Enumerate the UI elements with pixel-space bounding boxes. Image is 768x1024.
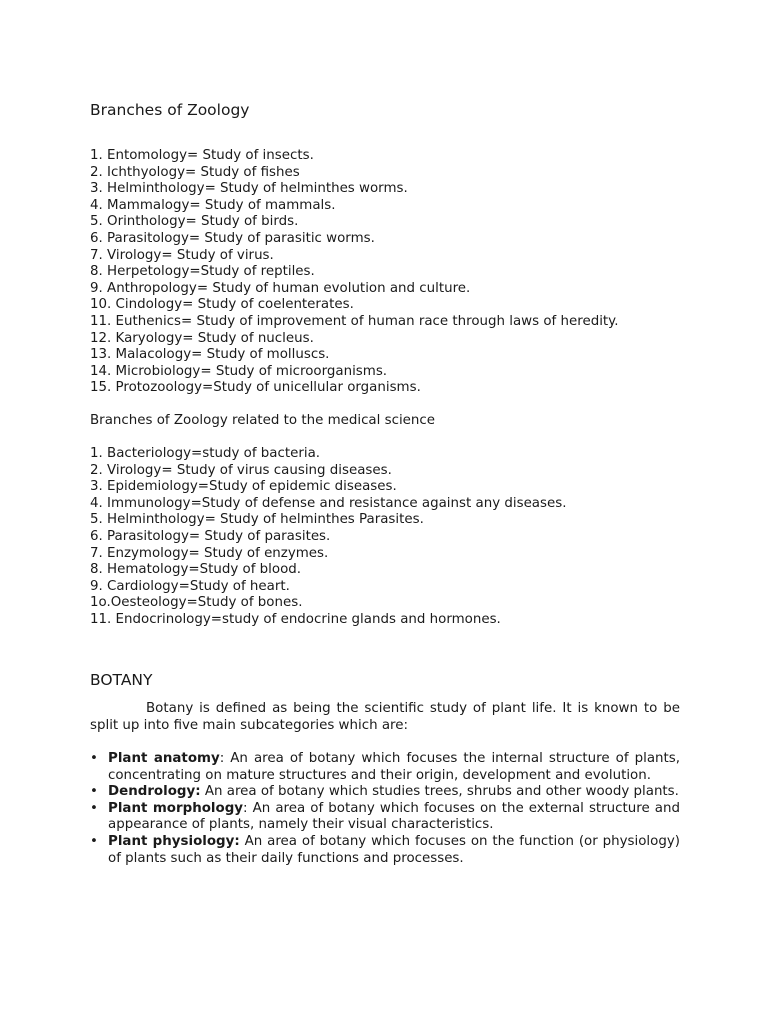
- botany-bullets: [90, 751, 680, 867]
- list-item: 7. Enzymology= Study of enzymes.: [90, 545, 329, 561]
- list-item: 5. Helminthology= Study of helminthes Parasites.: [90, 512, 424, 528]
- list-item: 14. Microbiology= Study of microorganisms.: [90, 363, 388, 379]
- bullet-icon: •: [90, 800, 98, 816]
- bullet-term: Plant anatomy: [108, 751, 220, 766]
- list-item: 3. Epidemiology=Study of epidemic diseases.: [90, 479, 397, 495]
- bullet-text: : An area of botany which focuses the internal structure of plants, concentrating on mature structures and their origin, development and evolution.: [108, 751, 680, 783]
- bullet-term: Plant physiology:: [108, 833, 240, 849]
- list-item: [90, 834, 680, 867]
- list-item: 6. Parasitology= Study of parasites.: [90, 528, 331, 544]
- medical-heading: Branches of Zoology related to the medical science: [90, 413, 436, 428]
- list-item: 11. Endocrinology=study of endocrine glands and hormones.: [90, 611, 501, 627]
- list-item: 6. Parasitology= Study of parasitic worms.: [90, 230, 375, 246]
- list-item: 7. Virology= Study of virus.: [90, 247, 274, 263]
- list-item: [90, 784, 680, 801]
- list-item: 1. Entomology= Study of insects.: [90, 148, 314, 163]
- bullet-term: Dendrology:: [108, 784, 201, 800]
- medical-list: [90, 446, 680, 629]
- list-item: 8. Herpetology=Study of reptiles.: [90, 264, 315, 280]
- zoology-list: [90, 148, 680, 397]
- list-item: 10. Cindology= Study of coelenterates.: [90, 297, 354, 313]
- list-item: 2. Ichthyology= Study of fishes: [90, 164, 300, 180]
- list-item: 9. Anthropology= Study of human evolution and culture.: [90, 280, 471, 296]
- list-item: 4. Mammalogy= Study of mammals.: [90, 197, 336, 213]
- list-item: 12. Karyology= Study of nucleus.: [90, 330, 314, 346]
- list-item: 4. Immunology=Study of defense and resistance against any diseases.: [90, 495, 567, 511]
- bullet-icon: •: [90, 751, 98, 766]
- list-item: 3. Helminthology= Study of helminthes worms.: [90, 181, 408, 197]
- list-item: 9. Cardiology=Study of heart.: [90, 578, 290, 594]
- list-item: 15. Protozoology=Study of unicellular organisms.: [90, 380, 421, 396]
- list-item: 8. Hematology=Study of blood.: [90, 562, 302, 578]
- botany-intro: Botany is defined as being the scientific study of plant life. It is known to be split up into five main subcategories which are:: [90, 701, 680, 733]
- list-item: 2. Virology= Study of virus causing diseases.: [90, 462, 392, 478]
- list-item: 1. Bacteriology=study of bacteria.: [90, 446, 321, 461]
- botany-heading: BOTANY: [90, 671, 153, 689]
- bullet-text: : An area of botany which focuses on the external structure and appearance of plants, namely their visual characteristics.: [108, 800, 680, 833]
- bullet-icon: •: [90, 784, 98, 800]
- list-item: 1o.Oesteology=Study of bones.: [90, 595, 303, 611]
- list-item: 13. Malacology= Study of molluscs.: [90, 347, 330, 363]
- bullet-term: Plant morphology: [108, 800, 244, 816]
- list-item: [90, 751, 680, 784]
- list-item: 5. Orinthology= Study of birds.: [90, 214, 299, 230]
- zoology-heading: Branches of Zoology: [90, 101, 250, 119]
- bullet-text: An area of botany which focuses on the function (or physiology) of plants such as their daily functions and processes.: [108, 833, 680, 866]
- bullet-icon: •: [90, 833, 98, 849]
- bullet-text: An area of botany which studies trees, shrubs and other woody plants.: [200, 784, 679, 800]
- list-item: [90, 801, 680, 834]
- list-item: 11. Euthenics= Study of improvement of human race through laws of heredity.: [90, 313, 619, 329]
